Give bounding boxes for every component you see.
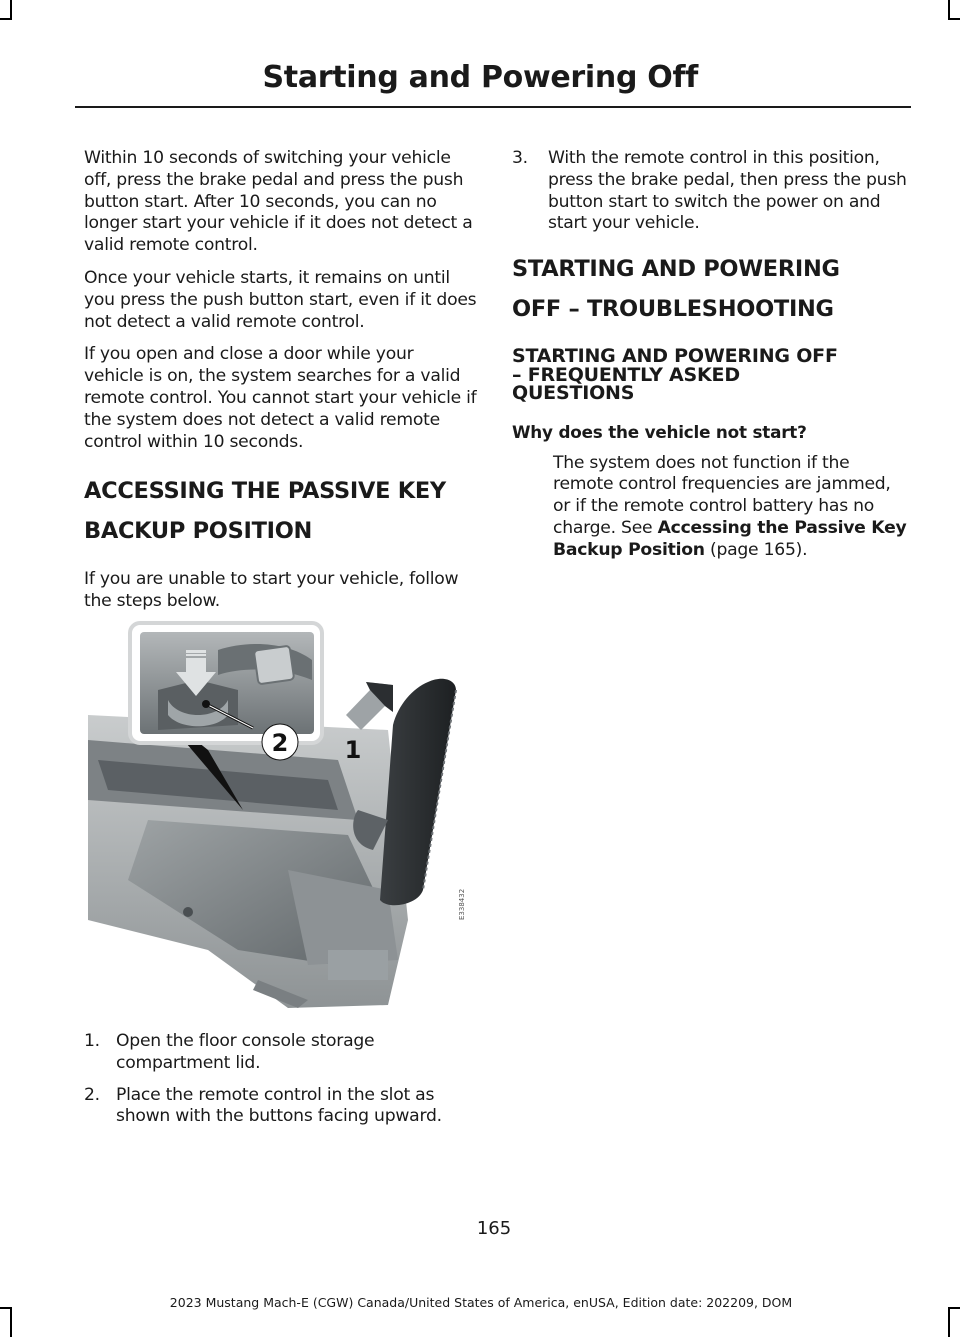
- list-text: Open the floor console storage compartment lid.: [116, 1031, 375, 1073]
- paragraph: Within 10 seconds of switching your vehicle off, press the brake pedal and press the push button start. After 10 seconds, you can no longer start your vehicle if it does not detect a valid remote control.: [84, 148, 473, 256]
- sub-heading-line: QUESTIONS: [512, 382, 635, 405]
- list-text: With the remote control in this position, press the brake pedal, then press the push button start to switch the power on and start your vehicle.: [548, 148, 907, 234]
- list-item: [512, 148, 908, 235]
- callout-1-label: 1: [344, 736, 362, 764]
- left-column: [84, 148, 478, 624]
- section-heading-line: OFF – TROUBLESHOOTING: [512, 296, 834, 323]
- sub-heading-line: – FREQUENTLY ASKED: [512, 363, 740, 386]
- console-illustration: [88, 620, 468, 1008]
- section-heading-line: ACCESSING THE PASSIVE KEY: [84, 478, 446, 505]
- sub-heading: [512, 347, 908, 403]
- section-heading-line: STARTING AND POWERING: [512, 256, 840, 283]
- page-reference: (page 165).: [704, 539, 808, 560]
- sub-heading-line: STARTING AND POWERING OFF: [512, 345, 838, 368]
- crop-mark: [948, 18, 960, 20]
- faq-answer-text: The system does not function if the remote control frequencies are jammed, or if the remote control battery has no charge. See: [553, 452, 891, 539]
- crop-mark: [948, 1307, 950, 1337]
- list-item: [84, 1031, 480, 1075]
- figure-code: E338432: [458, 888, 466, 920]
- crop-mark: [948, 0, 950, 20]
- callout-2-label: 2: [271, 729, 289, 757]
- section-heading-line: BACKUP POSITION: [84, 518, 313, 545]
- page-header-title: Starting and Powering Off: [262, 60, 698, 95]
- intro-paragraph: If you are unable to start your vehicle, follow the steps below.: [84, 569, 459, 612]
- list-item: [84, 1085, 480, 1129]
- crop-mark: [0, 18, 12, 20]
- section-heading: [512, 249, 908, 329]
- list-text: Place the remote control in the slot as shown with the buttons facing upward.: [116, 1084, 442, 1127]
- paragraph: If you open and close a door while your vehicle is on, the system searches for a valid remote control. You cannot start your vehicle if the system does not detect a valid remote control within 10 seconds.: [84, 344, 477, 452]
- faq-question: Why does the vehicle not start?: [512, 421, 807, 442]
- section-heading: [84, 471, 478, 551]
- steps-list: [84, 1031, 480, 1138]
- crop-mark: [10, 0, 12, 20]
- crop-mark: [10, 1307, 12, 1337]
- right-column: [512, 148, 908, 562]
- list-number: 1.: [84, 1031, 100, 1051]
- list-number: 2.: [84, 1084, 100, 1105]
- list-number: 3.: [512, 148, 528, 168]
- paragraph: Once your vehicle starts, it remains on until you press the push button start, even if it does not detect a valid remote control.: [84, 267, 477, 332]
- page-number: 165: [476, 1218, 512, 1239]
- faq-answer: [553, 453, 908, 562]
- page-footer: 2023 Mustang Mach-E (CGW) Canada/United States of America, enUSA, Edition date: 202209, DOM: [169, 1295, 793, 1310]
- cross-reference-link[interactable]: Accessing the Passive Key Backup Position: [553, 518, 907, 560]
- header-rule: [75, 106, 911, 108]
